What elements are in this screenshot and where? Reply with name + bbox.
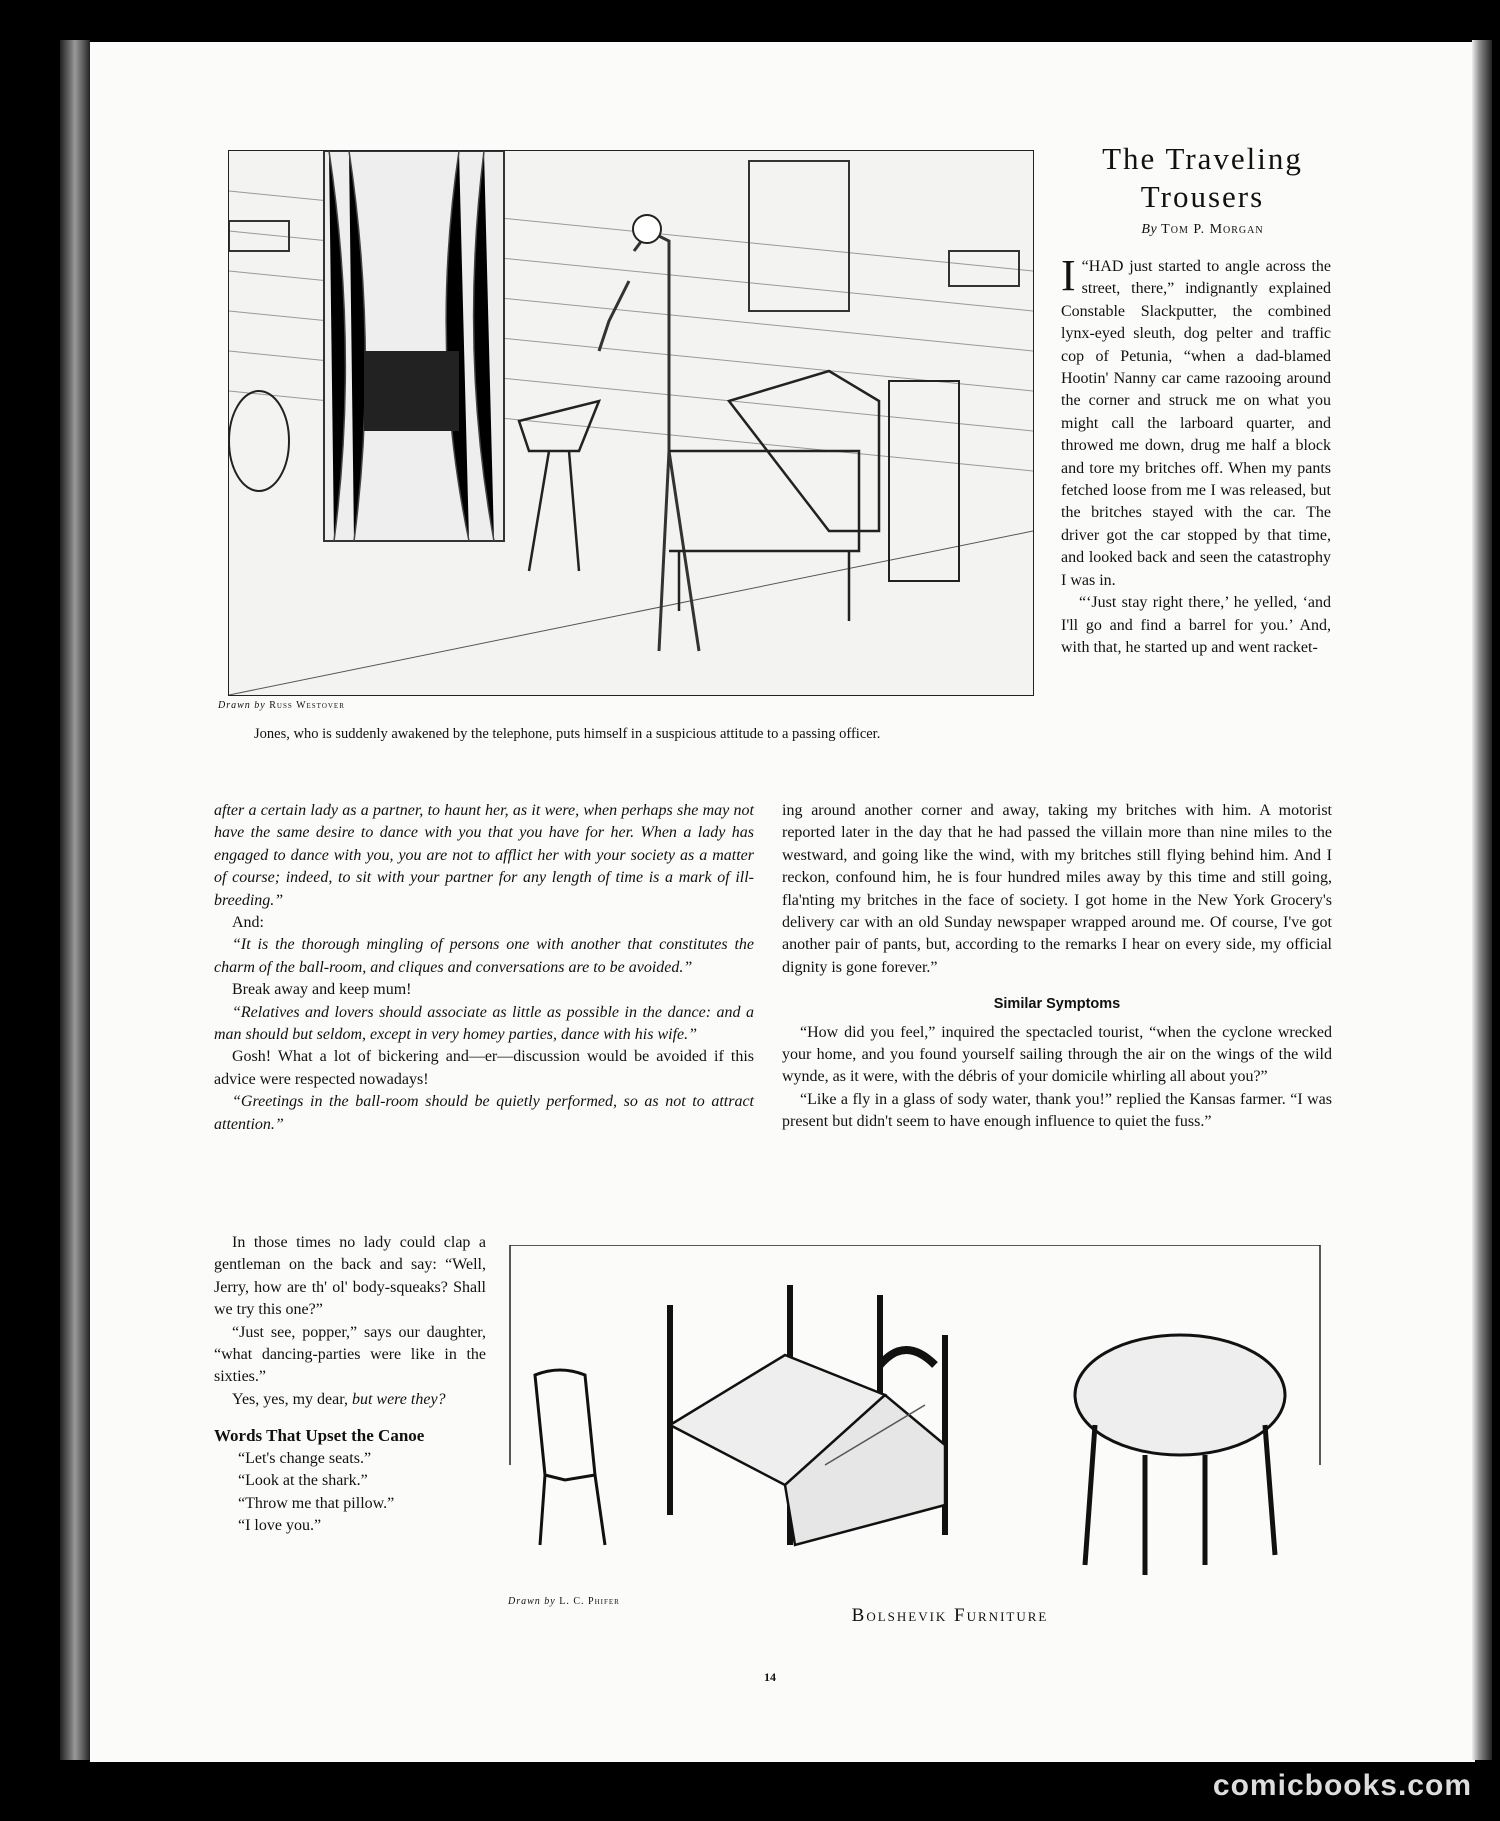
left-paragraph-6: Gosh! What a lot of bickering and—er—discussion would be avoided if this advice were respected nowadays! xyxy=(214,1048,754,1088)
canoe-line-4: “I love you.” xyxy=(238,1517,322,1535)
left-paragraph-10 xyxy=(214,1389,486,1411)
article-paragraph-2-continued: ing around another corner and away, taking my britches with him. A motorist reported later in the day that he had passed the villain more than nine miles to the westward, and going like the wind, with my britches still flying behind him. And I reckon, confound him, he is four hundred miles away by this time and still going, fla'nting my britches in the face of society. I got home in the New York Grocery's delivery car with an old Sunday newspaper wrapped around me. Of course, I've got another pair of pants, but, according to the remarks I hear on every side, my official dignity is gone forever.” xyxy=(782,802,1332,976)
illustration-furniture xyxy=(505,1245,1325,1595)
paragraph-1-text: HAD just started to angle across the street, there,” indignantly explained Constable Slackputter, the combined lynx-eyed sleuth, dog pelter and traffic cop of Petunia, “when a dad-blamed Hootin' Nanny car came razooing around the corner and struck me on what you might call the larboard quarter, and throwed me down, drug me half a block and tore my britches off. When my pants fetched loose from me I was released, but the britches stayed with the car. The driver got the car stopped by that time, and looked back and seen the catastrophy I was in. xyxy=(1061,258,1331,589)
book-binding xyxy=(60,40,90,1760)
canoe-line-1: “Let's change seats.” xyxy=(238,1449,372,1467)
byline-prefix: By xyxy=(1141,222,1158,237)
article-continuation xyxy=(782,800,1332,1134)
symptoms-paragraph-1: “How did you feel,” inquired the spectacled tourist, “when the cyclone wrecked your home, and you found yourself sailing through the air on the wings of the wild wynde, as it were, with the débris of your domicile whirling all about you?” xyxy=(782,1023,1332,1086)
watermark: comicbooks.com xyxy=(1212,1769,1472,1802)
canoe-heading: Words That Upset the Canoe xyxy=(214,1426,425,1446)
canoe-list xyxy=(214,1448,486,1538)
illustration-credit xyxy=(218,700,345,711)
article-title xyxy=(1060,140,1345,216)
left-paragraph-10-b: but were they? xyxy=(351,1390,446,1408)
illustration-telephone xyxy=(228,150,1034,696)
drop-cap: I xyxy=(1061,251,1076,300)
left-paragraph-5: “Relatives and lovers should associate as little as possible in the dance: and a man should but seldom, except in very homey parties, dance with his wife.” xyxy=(214,1003,754,1044)
furniture-credit-prefix: Drawn by xyxy=(508,1596,556,1607)
article-paragraph-2: “‘Just stay right there,’ he yelled, ‘and I'll go and find a barrel for you.’ And, with that, he started up and went racket- xyxy=(1061,594,1331,656)
symptoms-heading: Similar Symptoms xyxy=(993,996,1121,1013)
title-line-1: The Traveling xyxy=(1102,141,1303,176)
furniture-credit-name: L. C. Phifer xyxy=(559,1596,620,1607)
left-paragraph-10-a: Yes, yes, my dear, xyxy=(232,1390,348,1408)
title-line-2: Trousers xyxy=(1140,179,1265,214)
canoe-line-3: “Throw me that pillow.” xyxy=(238,1494,395,1512)
credit-prefix: Drawn by xyxy=(218,700,266,711)
article-right-column xyxy=(1061,251,1331,659)
byline-author: Tom P. Morgan xyxy=(1161,222,1264,237)
page-edge xyxy=(1472,40,1492,1760)
article-byline xyxy=(1060,222,1345,238)
symptoms-paragraph-2: “Like a fly in a glass of sody water, thank you!” replied the Kansas farmer. “I was present but didn't seem to have enough influence to quiet the fuss.” xyxy=(782,1090,1332,1131)
furniture-credit xyxy=(508,1596,620,1607)
page-number: 14 xyxy=(764,1670,776,1684)
article-paragraph-1 xyxy=(1061,251,1331,592)
left-paragraph-8: In those times no lady could clap a gentleman on the back and say: “Well, Jerry, how are th' ol' body-squeaks? Shall we try this one?” xyxy=(214,1234,486,1319)
left-paragraph-7: “Greetings in the ball-room should be quietly performed, so as not to attract attention.” xyxy=(214,1093,754,1133)
left-paragraph-2: And: xyxy=(232,914,264,932)
left-paragraph-9: “Just see, popper,” says our daughter, “what dancing-parties were like in the sixties.” xyxy=(214,1323,486,1386)
left-paragraph-3: “It is the thorough mingling of persons one with another that constitutes the charm of the ball-room, and cliques and conversations are to be avoided.” xyxy=(214,936,754,976)
left-paragraph-4: Break away and keep mum! xyxy=(232,981,412,999)
open-quote: “ xyxy=(1081,258,1089,275)
left-column-upper xyxy=(214,800,754,1136)
furniture-title: Bolshevik Furniture xyxy=(851,1605,1049,1626)
canoe-line-2: “Look at the shark.” xyxy=(238,1472,368,1490)
illustration-caption: Jones, who is suddenly awakened by the telephone, puts himself in a suspicious attitude to a passing officer. xyxy=(254,726,881,742)
left-column-lower xyxy=(214,1232,486,1538)
left-paragraph-1: after a certain lady as a partner, to haunt her, as it were, when perhaps she may not have the same desire to dance with you that you have for her. When a lady has engaged to dance with you, you are not to afflict her with your society as a matter of course; indeed, to sit with your partner for any length of time is a mark of ill-breeding.” xyxy=(214,802,754,909)
credit-name: Russ Westover xyxy=(269,700,345,711)
